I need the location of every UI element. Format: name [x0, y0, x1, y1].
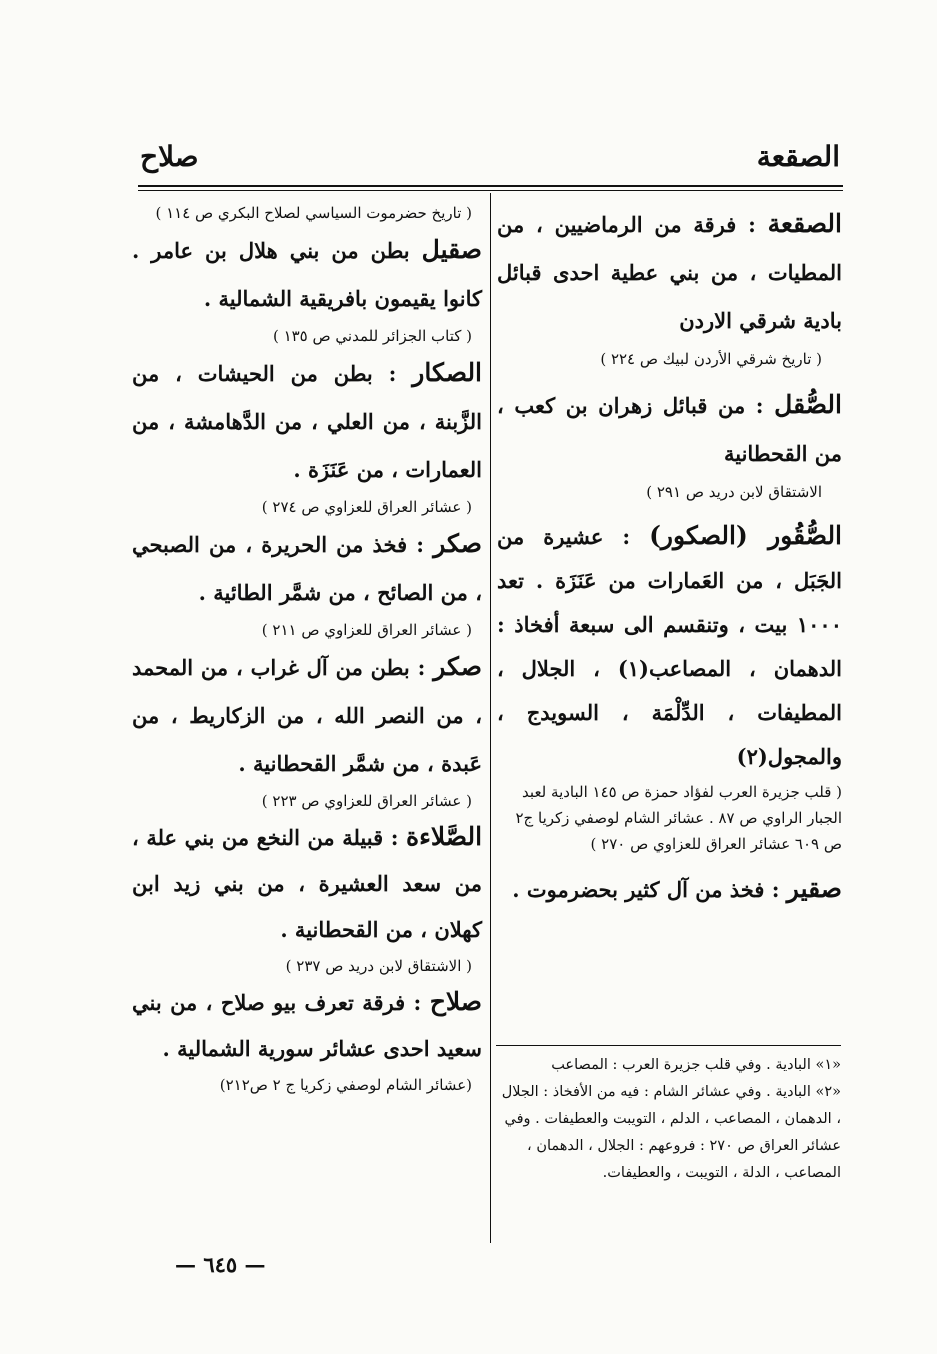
entry-text: : بطن من الحيشات ، من الزَّبنة ، من العلي ، من الدَّهامشة ، من العمارات ، من عَنَزَة . [132, 361, 482, 482]
entry-headword: الصُّقُور (الصكور) [649, 521, 843, 550]
footnote-2: «٢» البادية . وفي عشائر الشام : فيه من الأفخاذ : الجلال ، الدهمان ، المصاعب ، الدلم ، التويبت والعطيفات . وفي عشائر العراق ص ٢٧٠ : فروعهم : الجلال ، الدهمان ، المصاعب ، الدلة ، التويبت ، والعطيفات. [501, 1084, 841, 1181]
entry-headword: الصكار [412, 358, 483, 387]
entry [132, 520, 482, 643]
header-first-entry: الصقعة [756, 140, 840, 173]
entry [132, 643, 482, 814]
entry-headword: الصَّلاءة [406, 822, 483, 851]
entry [132, 814, 482, 979]
entry-headword: صقيل [421, 235, 482, 264]
header-rule [138, 185, 843, 187]
entry-source: ( تاريخ حضرموت السياسي لصلاح البكري ص ١١٤ ) [155, 204, 472, 222]
entry-headword: صكر [433, 652, 483, 681]
entry-text: بطن من بني هلال بن عامر . كانوا يقيمون بافريقية الشمالية . [132, 238, 482, 311]
entry [497, 514, 842, 857]
footnote-1: «١» البادية . وفي قلب جزيرة العرب : المصاعب [551, 1057, 841, 1073]
entry-text: : فخذ من الحريرة ، من الصبحي ، من الصائح ، من شمَّر الطائية . [132, 532, 482, 605]
entry-headword: الصُّقل [774, 390, 842, 419]
entry-source: ( عشائر العراق للعزاوي ص ٢٢٣ ) [261, 792, 472, 810]
entry-source: ( الاشتقاق لابن دريد ص ٢٣٧ ) [285, 957, 472, 975]
entry-source: (عشائر الشام لوصفي زكريا ج ٢ ص٢١٢) [219, 1076, 472, 1094]
column-divider [490, 193, 491, 1243]
right-column [497, 200, 842, 914]
entry-headword: صكر [433, 529, 483, 558]
entry-headword: صلاح [429, 987, 482, 1016]
entry-source: ( عشائر العراق للعزاوي ص ٢٧٤ ) [261, 498, 472, 516]
entry-text: : فرقة تعرف بيو صلاح ، من بني سعيد احدى عشائر سورية الشمالية . [132, 990, 482, 1061]
entry-text: : فخذ من آل كثير بحضرموت . [512, 877, 780, 902]
entry-source: ( كتاب الجزائر للمدني ص ١٣٥ ) [272, 327, 472, 345]
entry-source: الاشتقاق لابن دريد ص ٢٩١ ) [646, 483, 822, 501]
header-last-entry: صلاح [140, 140, 199, 173]
entry-text: : قبيلة من النخع من بني علة ، من سعد العشيرة ، من بني زيد ابن كهلان ، من القحطانية . [132, 825, 482, 942]
entry [497, 200, 842, 373]
entry-text: : بطن من آل غراب ، من المحمد ، من النصر الله ، من الزكاريط ، من عَبدة ، من شمَّر القحطانية . [132, 655, 482, 776]
entry-text: : من قبائل زهران بن كعب ، من القحطانية [497, 393, 842, 466]
entry-source: ( تاريخ شرقي الأردن لبيك ص ٢٢٤ ) [600, 350, 822, 368]
entry [132, 226, 482, 349]
entry-source: ( قلب جزيرة العرب لفؤاد حمزة ص ١٤٥ البادية لعبد الجبار الراوي ص ٨٧ . عشائر الشام لوصفي زكريا ج٢ ص ٦٠٩ عشائر العراق للعزاوي ص ٢٧٠ ) [515, 783, 842, 853]
footnotes [496, 1045, 841, 1187]
header-rule-thin [138, 190, 843, 191]
page-number: — ٦٤٥ — [175, 1252, 266, 1277]
entry [132, 349, 482, 520]
entry-headword: صقير [786, 874, 842, 903]
left-column [132, 200, 482, 1098]
entry-text: : فرقة من الرماضيين ، من المطيات ، من بني عطية احدى قبائل بادية شرقي الاردن [497, 212, 842, 333]
entry-headword: الصقعة [767, 209, 842, 238]
entry-source: ( عشائر العراق للعزاوي ص ٢١١ ) [261, 621, 472, 639]
entry [132, 979, 482, 1098]
entry [497, 381, 842, 506]
entry-text: : عشيرة من الجَبَل ، من العَمارات من عَنَزَة . تعد ١٠٠٠ بيت ، وتنقسم الى سبعة أفخاذ : الدهمان ، المصاعب(١) ، الجلال ، المطيفات ، الدِّلْمَة ، السويدج ، والمجول(٢) [497, 524, 842, 769]
running-header [140, 140, 840, 180]
entry [497, 865, 842, 914]
